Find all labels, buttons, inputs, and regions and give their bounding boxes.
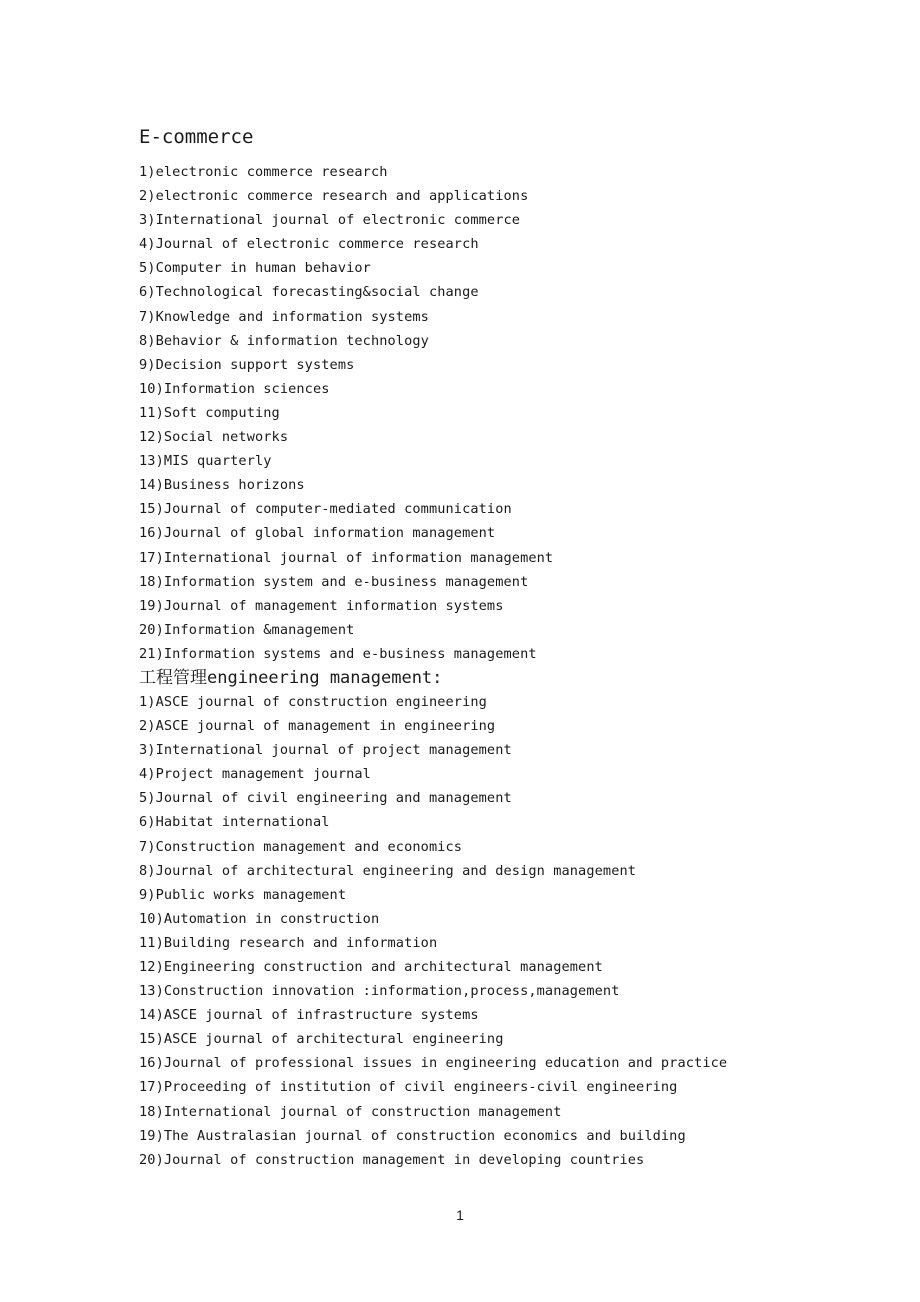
list-item: 2)ASCE journal of management in engineering — [139, 718, 496, 735]
list-item: 19)The Australasian journal of construction economics and building — [139, 1127, 686, 1144]
list-item: 9)Public works management — [139, 886, 347, 903]
list-item: 20)Information &management — [139, 621, 355, 638]
list-item: 4)Project management journal — [139, 766, 371, 783]
list-item: 3)International journal of project management — [139, 742, 512, 759]
list-item: 20)Journal of construction management in developing countries — [139, 1151, 645, 1168]
list-item: 13)Construction innovation :information,process,management — [139, 983, 620, 1000]
ecommerce-journal-list — [139, 160, 839, 666]
section-heading-ecommerce: E-commerce — [139, 126, 254, 148]
list-item: 12)Social networks — [139, 429, 289, 446]
list-item: 16)Journal of professional issues in engineering education and practice — [139, 1055, 728, 1072]
list-item: 15)Journal of computer-mediated communication — [139, 501, 512, 518]
list-item: 3)International journal of electronic commerce — [139, 212, 521, 229]
list-item: 8)Behavior & information technology — [139, 332, 429, 349]
list-item: 19)Journal of management information systems — [139, 597, 504, 614]
list-item: 7)Construction management and economics — [139, 838, 463, 855]
list-item: 7)Knowledge and information systems — [139, 308, 429, 325]
list-item: 9)Decision support systems — [139, 356, 355, 373]
list-item: 5)Journal of civil engineering and management — [139, 790, 512, 807]
page-number: 1 — [456, 1207, 464, 1223]
list-item: 17)International journal of information management — [139, 549, 554, 566]
list-item: 5)Computer in human behavior — [139, 260, 371, 277]
list-item: 8)Journal of architectural engineering and design management — [139, 862, 637, 879]
list-item: 18)Information system and e-business management — [139, 573, 529, 590]
list-item: 6)Habitat international — [139, 814, 330, 831]
list-item: 14)ASCE journal of infrastructure systems — [139, 1007, 479, 1024]
document-content — [139, 124, 839, 1172]
list-item: 18)International journal of construction management — [139, 1103, 562, 1120]
list-item: 1)electronic commerce research — [139, 164, 388, 180]
list-item: 12)Engineering construction and architectural management — [139, 959, 603, 975]
list-item: 11)Soft computing — [139, 404, 280, 421]
list-item: 10)Information sciences — [139, 380, 330, 397]
list-item: 10)Automation in construction — [139, 910, 380, 927]
list-item: 11)Building research and information — [139, 934, 438, 951]
list-item: 4)Journal of electronic commerce research — [139, 236, 479, 253]
list-item: 15)ASCE journal of architectural engineering — [139, 1031, 504, 1048]
list-item: 1)ASCE journal of construction engineering — [139, 693, 487, 710]
list-item: 13)MIS quarterly — [139, 453, 272, 470]
list-item: 14)Business horizons — [139, 477, 305, 494]
list-item: 21)Information systems and e-business management — [139, 645, 537, 662]
section-heading-engineering-management: 工程管理engineering management: — [139, 667, 443, 688]
list-item: 6)Technological forecasting&social change — [139, 284, 479, 301]
list-item: 2)electronic commerce research and applications — [139, 188, 529, 205]
list-item: 17)Proceeding of institution of civil engineers-civil engineering — [139, 1079, 678, 1096]
list-item: 16)Journal of global information management — [139, 525, 496, 542]
engineering-management-journal-list — [139, 690, 839, 1172]
